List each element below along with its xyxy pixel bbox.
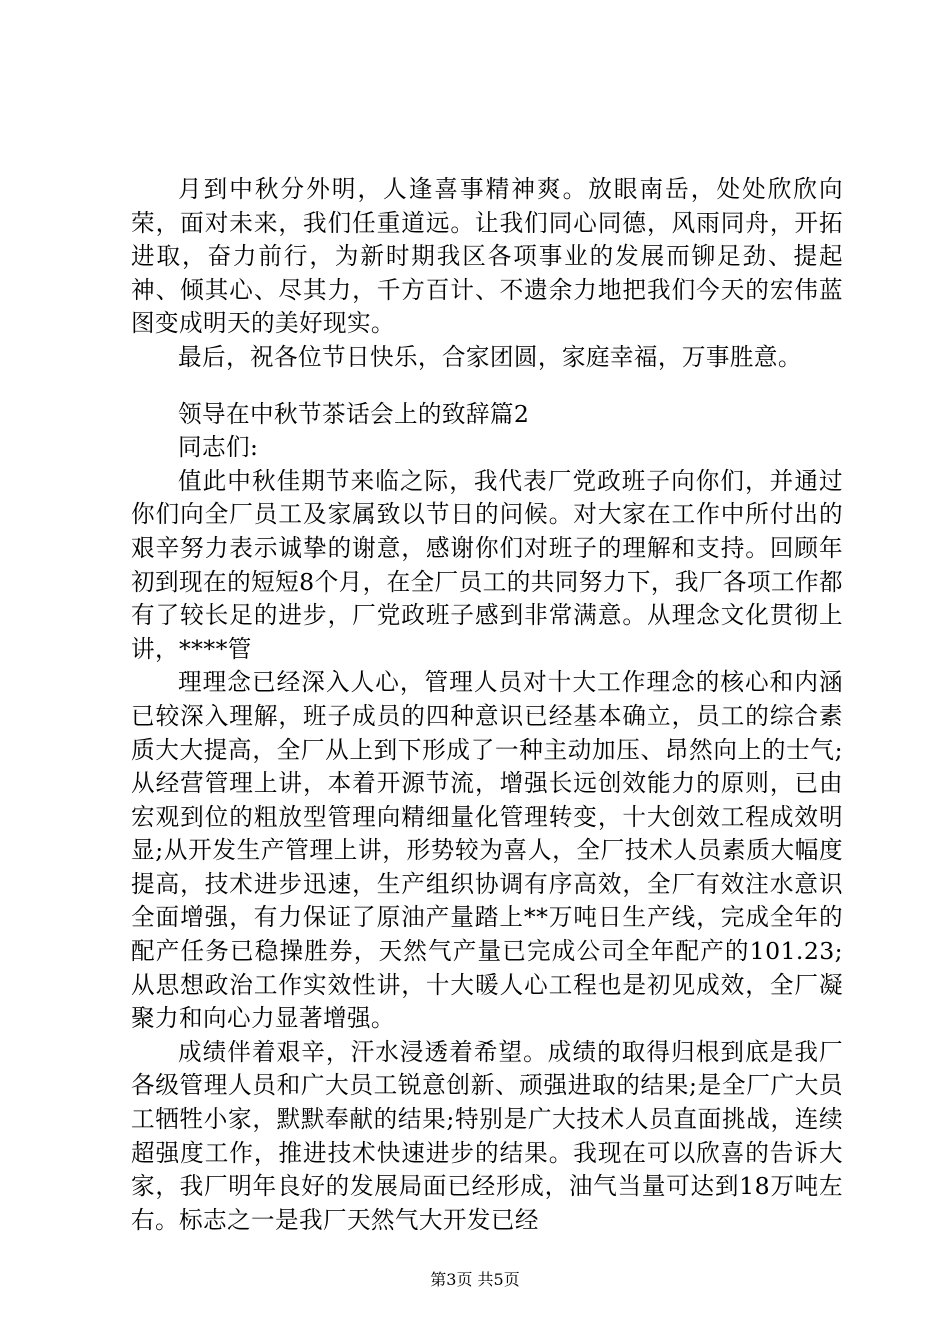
paragraph-closing-wishes: 最后，祝各位节日快乐，合家团圆，家庭幸福，万事胜意。 <box>178 342 802 371</box>
paragraph-closing-vision: 月到中秋分外明，人逢喜事精神爽。放眼南岳，处处欣欣向荣，面对未来，我们任重道远。让我们同心同德，风雨同舟，开拓进取，奋力前行，为新时期我区各项事业的发展而铆足劲、提起神、倾其心、尽其力，千方百计、不遗余力地把我们今天的宏伟蓝图变成明天的美好现实。 <box>131 175 843 338</box>
document-body <box>131 173 843 1237</box>
paragraph-results: 成绩伴着艰辛，汗水浸透着希望。成绩的取得归根到底是我厂各级管理人员和广大员工锐意创新、顽强进取的结果;是全厂广大员工牺牲小家，默默奉献的结果;特别是广大技术人员直面挑战，连续超强度工作，推进技术快速进步的结果。我现在可以欣喜的告诉大家，我厂明年良好的发展局面已经形成，油气当量可达到18万吨左右。标志之一是我厂天然气大开发已经 <box>131 1037 843 1234</box>
paragraph-greeting: 值此中秋佳期节来临之际，我代表厂党政班子向你们，并通过你们向全厂员工及家属致以节日的问候。对大家在工作中所付出的艰辛努力表示诚挚的谢意，感谢你们对班子的理解和支持。回顾年初到现在的短短8个月，在全厂员工的共同努力下，我厂各项工作都有了较长足的进步，厂党政班子感到非常满意。从理念文化贯彻上讲，****管 <box>131 466 843 663</box>
section-title: 领导在中秋节茶话会上的致辞篇2 <box>178 399 530 428</box>
section-gap <box>131 375 843 398</box>
page-number-footer: 第3页 共5页 <box>430 1270 520 1289</box>
salutation: 同志们: <box>178 433 259 462</box>
paragraph-achievements: 理理念已经深入人心，管理人员对十大工作理念的核心和内涵已较深入理解，班子成员的四种意识已经基本确立，员工的综合素质大大提高，全厂从上到下形成了一种主动加压、昂然向上的士气;从经营管理上讲，本着开源节流，增强长远创效能力的原则，已由宏观到位的粗放型管理向精细量化管理转变，十大创效工程成效明显;从开发生产管理上讲，形势较为喜人，全厂技术人员素质大幅度提高，技术进步迅速，生产组织协调有序高效，全厂有效注水意识全面增强，有力保证了原油产量踏上**万吨日生产线，完成全年的配产任务已稳操胜券，天然气产量已完成公司全年配产的101.23;从思想政治工作实效性讲，十大暖人心工程也是初见成效，全厂凝聚力和向心力显著增强。 <box>131 668 843 1033</box>
